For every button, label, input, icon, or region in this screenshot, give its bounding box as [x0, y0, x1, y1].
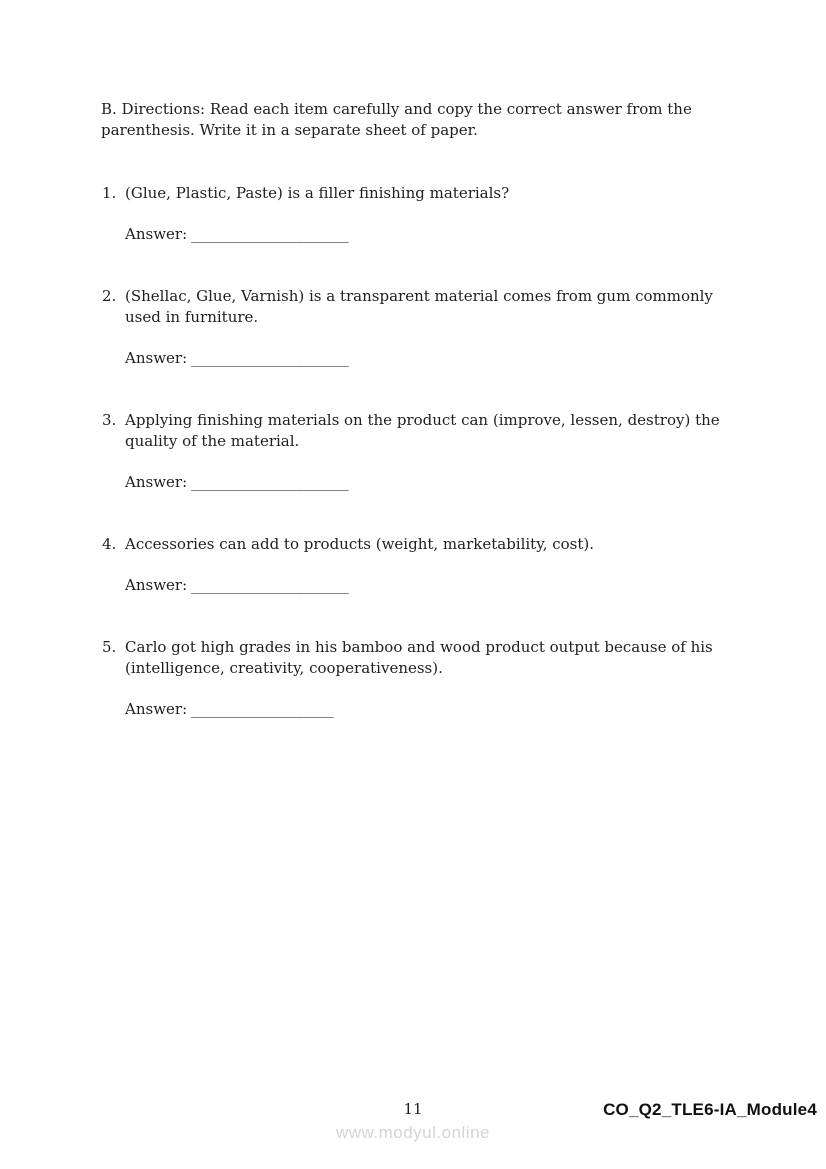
- question-2-line-2: used in furniture.: [125, 307, 259, 326]
- answer-1-blank-line: _____________________: [191, 225, 349, 243]
- question-4-line-1: Accessories can add to products (weight, marketability, cost).: [125, 535, 595, 553]
- question-3-line-2: quality of the material.: [125, 431, 300, 450]
- question-3-number: 3.: [102, 411, 117, 429]
- answer-3-blank-line: _____________________: [191, 473, 349, 491]
- answer-5-label: Answer:: [125, 700, 188, 718]
- question-1: [102, 183, 509, 204]
- answer-row-5: [125, 700, 334, 718]
- answer-3-label: Answer:: [125, 473, 188, 491]
- question-5-line-2: (intelligence, creativity, cooperativeness).: [125, 658, 443, 677]
- question-3-line-1: Applying finishing materials on the product can (improve, lessen, destroy) the: [125, 411, 720, 429]
- answer-2-label: Answer:: [125, 349, 188, 367]
- question-5-number: 5.: [102, 638, 117, 656]
- question-2-line-1: (Shellac, Glue, Varnish) is a transparent material comes from gum commonly: [125, 287, 713, 305]
- question-1-text: [125, 183, 509, 204]
- question-3: [102, 410, 720, 451]
- question-4: [102, 534, 594, 555]
- directions-paragraph: [101, 99, 692, 141]
- answer-4-label: Answer:: [125, 576, 188, 594]
- answer-4-blank-line: _____________________: [191, 576, 349, 594]
- directions-line-2: parenthesis. Write it in a separate sheet of paper.: [101, 121, 478, 139]
- watermark-url: www.modyul.online: [335, 1123, 490, 1142]
- answer-row-2: [125, 349, 349, 367]
- answer-1-label: Answer:: [125, 225, 188, 243]
- directions-line-1: B. Directions: Read each item carefully and copy the correct answer from the: [101, 100, 692, 118]
- answer-row-3: [125, 473, 349, 491]
- question-5-line-1: Carlo got high grades in his bamboo and wood product output because of his: [125, 638, 713, 656]
- question-4-number: 4.: [102, 535, 117, 553]
- answer-row-4: [125, 576, 349, 594]
- answer-row-1: [125, 225, 349, 243]
- answer-5-blank-line: ___________________: [191, 700, 334, 718]
- question-5: [102, 637, 713, 678]
- question-2-text: [125, 286, 713, 327]
- question-2-number: 2.: [102, 287, 117, 305]
- module-code: CO_Q2_TLE6-IA_Module4: [603, 1100, 817, 1119]
- question-1-number: 1.: [102, 184, 117, 202]
- question-4-text: [125, 534, 594, 555]
- question-3-text: [125, 410, 720, 451]
- question-1-line-1: (Glue, Plastic, Paste) is a filler finishing materials?: [125, 184, 510, 202]
- answer-2-blank-line: _____________________: [191, 349, 349, 367]
- question-5-text: [125, 637, 713, 678]
- page-number: 11: [403, 1100, 423, 1118]
- question-2: [102, 286, 713, 327]
